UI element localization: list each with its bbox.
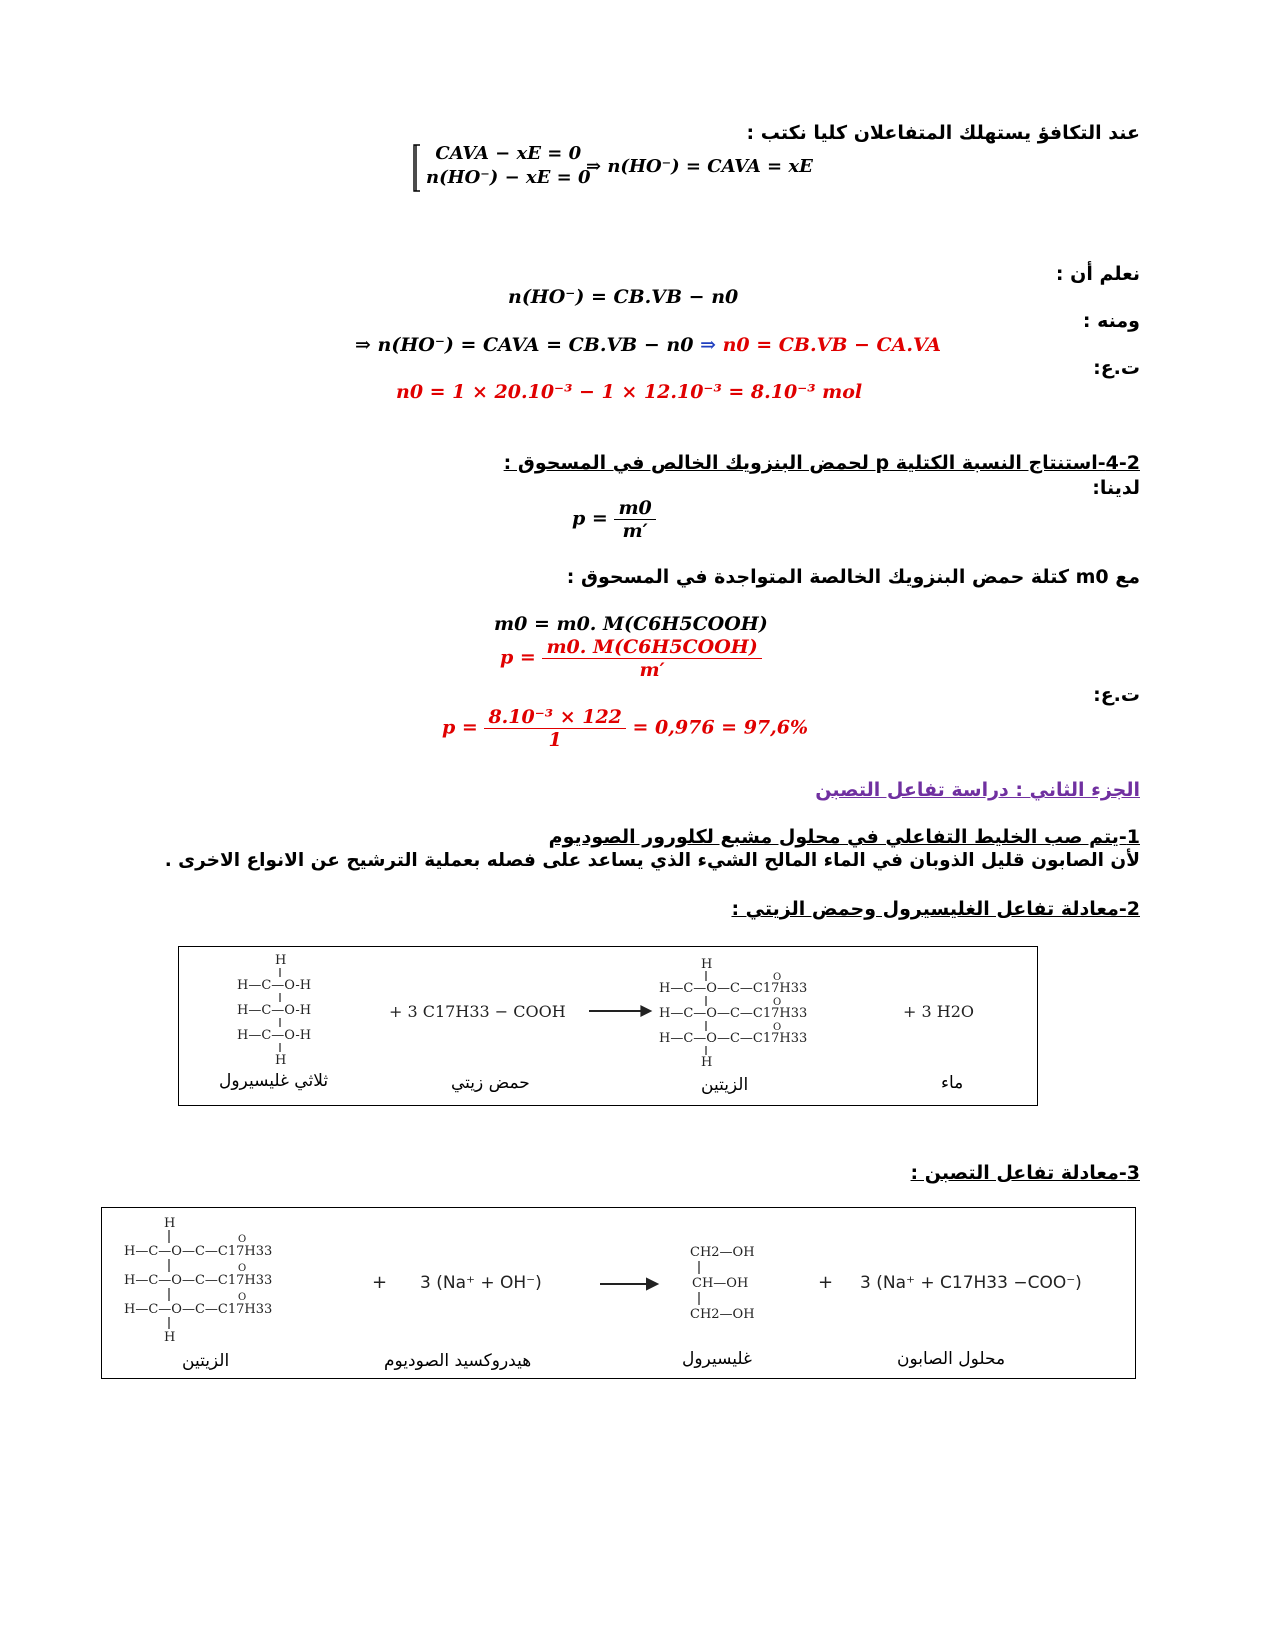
given-label: لدينا: — [1092, 477, 1140, 499]
svg-text:O: O — [773, 997, 782, 1008]
p3-num: 8.10⁻³ × 122 — [484, 706, 625, 729]
svg-text:H: H — [164, 1330, 176, 1345]
combined-arrow: ⇒ — [700, 334, 716, 356]
svg-text:H: H — [701, 1055, 713, 1070]
reaction2-product2: 3 (Na⁺ + C17H33 −COO⁻) — [860, 1273, 1082, 1293]
combined-equation — [355, 334, 941, 356]
system-line-1: CAVA − xE = 0 — [435, 143, 582, 164]
svg-text:H—C—O-H: H—C—O-H — [237, 1028, 312, 1043]
q2-title: 2-معادلة تفاعل الغليسيرول وحمض الزيتي : — [731, 898, 1140, 920]
reaction1-product2: + 3 H2O — [903, 1002, 975, 1021]
p-lhs: p = — [572, 507, 608, 530]
p2-den: m′ — [639, 659, 665, 681]
caption-triolein-2: الزيتين — [182, 1351, 230, 1371]
equation-system — [412, 142, 591, 190]
q3-title: 3-معادلة تفاعل التصبن : — [910, 1162, 1140, 1184]
svg-text:H—C—O—C—C17H33: H—C—O—C—C17H33 — [659, 981, 808, 996]
svg-text:+: + — [372, 1272, 388, 1293]
caption-triolein: الزيتين — [701, 1075, 749, 1095]
caption-glycerol: ثلاثي غليسيرول — [219, 1071, 329, 1091]
svg-text:H—C—O—C—C17H33: H—C—O—C—C17H33 — [659, 1006, 808, 1021]
n0-numeric: n0 = 1 × 20.10⁻³ − 1 × 12.10⁻³ = 8.10⁻³ mol — [396, 381, 863, 403]
with-text: مع m0 كتلة حمض البنزويك الخالصة المتواجدة في المسحوق : — [566, 566, 1140, 588]
svg-text:H—C—O—C—C17H33: H—C—O—C—C17H33 — [659, 1031, 808, 1046]
known-equation: n(HO⁻) = CB.VB − n0 — [508, 286, 739, 308]
svg-text:+: + — [818, 1272, 834, 1293]
p2-num: m0. M(C6H5COOH) — [542, 636, 761, 659]
combined-lhs: ⇒ n(HO⁻) = CAVA = CB.VB − n0 — [355, 334, 694, 356]
p3-lhs: p = — [442, 716, 478, 739]
caption-soap: محلول الصابون — [897, 1349, 1006, 1369]
svg-text:O: O — [773, 1022, 782, 1033]
p2-lhs: p = — [500, 646, 536, 669]
q1-title: 1-يتم صب الخليط التفاعلي في محلول مشبع لكلورور الصوديوم — [548, 826, 1140, 848]
caption-water: ماء — [941, 1073, 964, 1093]
svg-text:H—C—O—C—C17H33: H—C—O—C—C17H33 — [124, 1244, 273, 1259]
svg-text:H—C—O—C—C17H33: H—C—O—C—C17H33 — [124, 1273, 273, 1288]
svg-text:CH2—OH: CH2—OH — [690, 1307, 755, 1322]
caption-naoh: هيدروكسيد الصوديوم — [384, 1351, 532, 1371]
system-line-2: n(HO⁻) − xE = 0 — [426, 167, 591, 188]
m0-equation: m0 = m0. M(C6H5COOH) — [494, 613, 768, 635]
thus-label: ومنه : — [1082, 310, 1140, 332]
p-numeric — [442, 706, 808, 751]
p-definition — [572, 497, 656, 542]
part-two-title: الجزء الثاني : دراسة تفاعل التصبن — [815, 779, 1140, 801]
svg-text:H—C—O—C—C17H33: H—C—O—C—C17H33 — [124, 1302, 273, 1317]
equivalence-result: ⇒ n(HO⁻) = CAVA = xE — [586, 156, 813, 177]
svg-text:H: H — [275, 1053, 287, 1068]
p-num: m0 — [614, 497, 655, 520]
svg-text:O: O — [238, 1234, 247, 1245]
p3-den: 1 — [548, 729, 562, 751]
caption-glycerol-2: غليسيرول — [682, 1349, 752, 1369]
svg-text:CH—OH: CH—OH — [692, 1276, 749, 1291]
p-formula — [500, 636, 762, 681]
p3-rhs: = 0,976 = 97,6% — [632, 716, 809, 739]
q1-text: لأن الصابون قليل الذوبان في الماء المالح الشيء الذي يساعد على فصله بعملية الترشيح عن الانواع الاخرى . — [164, 850, 1140, 871]
reaction1-reagent2: + 3 C17H33 − COOH — [389, 1002, 566, 1021]
svg-text:H—C—O-H: H—C—O-H — [237, 1003, 312, 1018]
numeric-label-2: ت.ع: — [1093, 684, 1140, 706]
purity-heading: 4-2-استنتاج النسبة الكتلية p لحمض البنزويك الخالص في المسحوق : — [503, 452, 1140, 474]
svg-text:CH2—OH: CH2—OH — [690, 1245, 755, 1260]
known-heading: نعلم أن : — [1055, 263, 1140, 285]
system-bracket — [412, 144, 422, 192]
svg-text:H: H — [701, 957, 713, 972]
reaction2-reagent2: 3 (Na⁺ + OH⁻) — [420, 1273, 542, 1293]
svg-text:H: H — [275, 953, 287, 968]
equivalence-heading: عند التكافؤ يستهلك المتفاعلان كليا نكتب : — [746, 122, 1140, 144]
svg-text:O: O — [773, 972, 782, 983]
svg-text:H—C—O-H: H—C—O-H — [237, 978, 312, 993]
saponification-reaction — [101, 1207, 1136, 1379]
svg-text:O: O — [238, 1292, 247, 1303]
caption-oleic-acid: حمض زيتي — [451, 1073, 530, 1093]
svg-text:O: O — [238, 1263, 247, 1274]
combined-result: n0 = CB.VB − CA.VA — [722, 334, 942, 356]
svg-text:H: H — [164, 1216, 176, 1231]
numeric-label-1: ت.ع: — [1093, 357, 1140, 379]
esterification-reaction — [178, 946, 1038, 1106]
p-den: m′ — [622, 520, 648, 542]
